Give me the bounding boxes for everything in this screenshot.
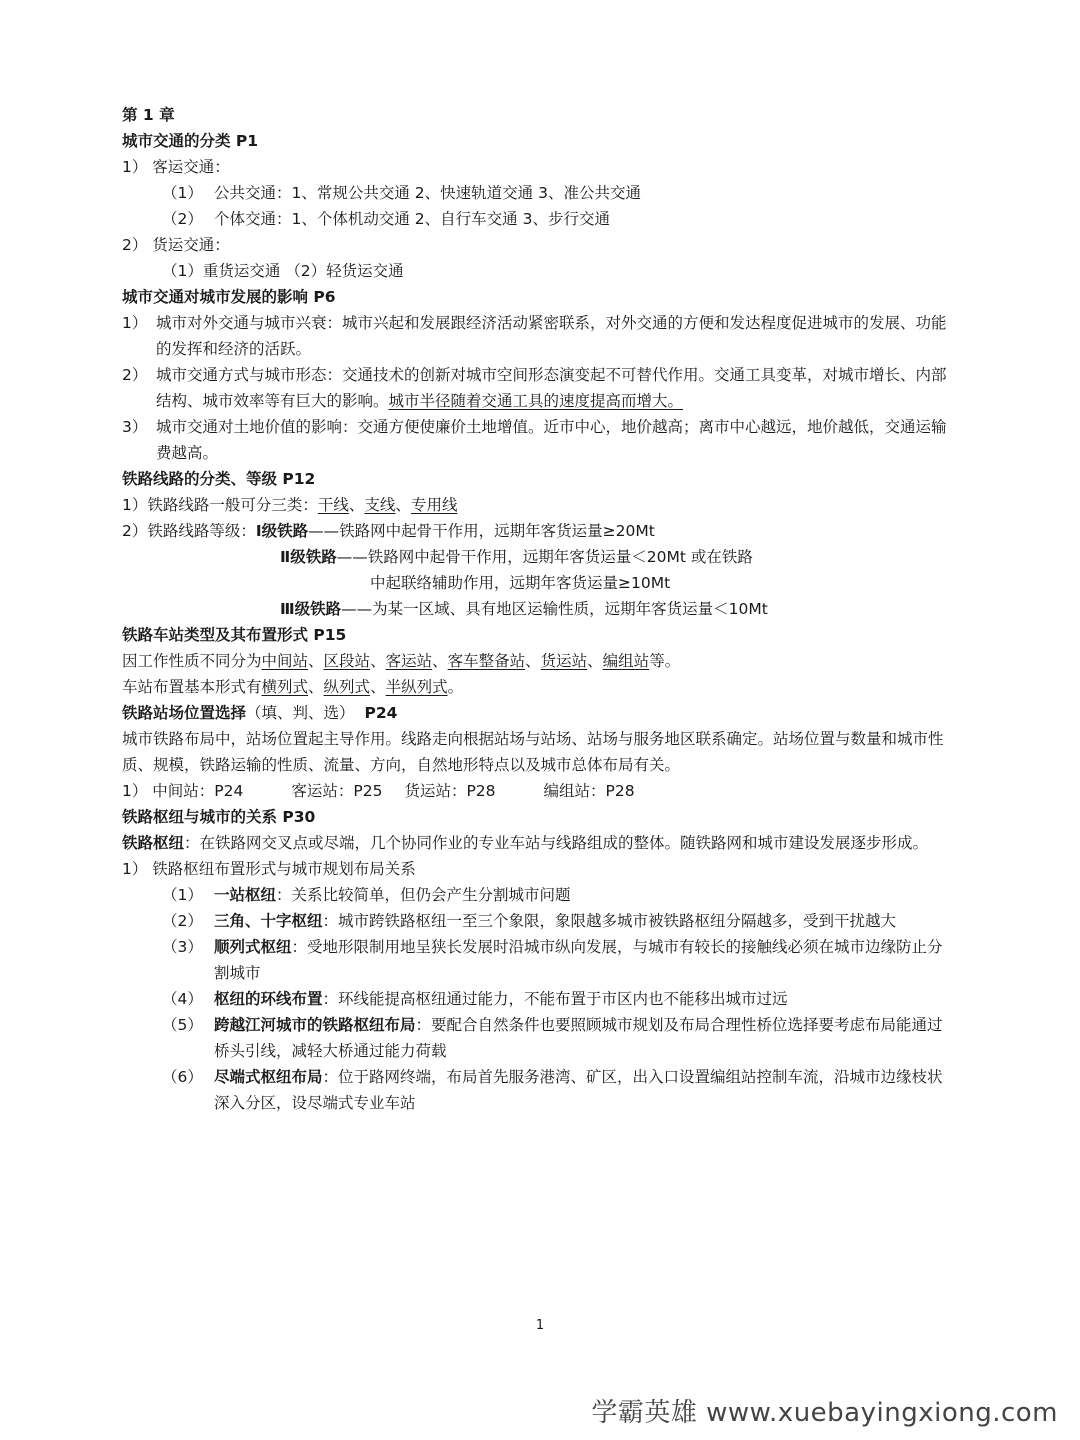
sub-list-text: [214, 1064, 952, 1116]
paragraph-line: [122, 648, 952, 674]
hub-layout-item: [122, 908, 952, 934]
paragraph-line: [122, 674, 952, 700]
hub-layout-desc: ：受地形限制用地呈狭长发展时沿城市纵向发展，与城市有较长的接触线必须在城市边缘防止分割城市: [214, 938, 943, 982]
sub-list-text: [214, 1012, 952, 1064]
sub-list-text: [214, 908, 952, 934]
hub-layout-name: 一站枢纽: [214, 886, 277, 904]
section-title: [122, 700, 952, 726]
sub-list-number: （5）: [162, 1016, 203, 1034]
section-title: 城市交通对城市发展的影响 P6: [122, 288, 336, 306]
sub-list-text: [214, 986, 952, 1012]
list-item: 1） 客运交通：: [122, 158, 230, 176]
separator: 、: [395, 496, 411, 514]
sub-list-text: [214, 882, 952, 908]
underlined-term: 纵列式: [323, 678, 371, 696]
site-watermark: 学霸英雄 www.xuebayingxiong.com: [591, 1398, 1058, 1428]
underlined-term: 客车整备站: [447, 652, 526, 670]
grade-label: Ⅰ级铁路: [255, 522, 309, 540]
list-text-main: 城市交通方式与城市形态：交通技术的创新对城市空间形态演变起不可替代作用。交通工具变革，对城市增长、内部结构、城市效率等有巨大的影响。: [156, 366, 947, 410]
underlined-term: 中间站: [261, 652, 309, 670]
sub-list-number: （6）: [162, 1068, 203, 1086]
separator: 、: [525, 652, 541, 670]
list-text: 1）铁路线路一般可分三类：: [122, 496, 318, 514]
page-content: [122, 102, 952, 1116]
grade-line: [122, 544, 952, 570]
underlined-term: 客运站: [385, 652, 433, 670]
list-item: 2） 货运交通：: [122, 236, 230, 254]
section-title: 铁路线路的分类、等级 P12: [122, 470, 316, 488]
text: 车站布置基本形式有: [122, 678, 262, 696]
grade-line: [122, 518, 952, 544]
sub-list-number: （2）: [162, 210, 203, 228]
section-title: 铁路枢纽与城市的关系 P30: [122, 808, 316, 826]
list-text: 城市交通对土地价值的影响：交通方便使廉价土地增值。近市中心，地价越高；离市中心越远，地价越低，交通运输费越高。: [156, 418, 947, 462]
grade-line: [122, 596, 952, 622]
sub-list-number: （2）: [162, 912, 203, 930]
station-ref: 客运站：P25: [291, 782, 383, 800]
underlined-term: 货运站: [540, 652, 588, 670]
hub-layout-desc: ：关系比较简单，但仍会产生分割城市问题: [276, 886, 571, 904]
hub-layout-item: [122, 986, 952, 1012]
hub-layout-item: [122, 934, 952, 986]
underlined-text: 城市半径随着交通工具的速度提高而增大。: [388, 392, 684, 410]
section-title: 城市交通的分类 P1: [122, 132, 259, 150]
list-item: [122, 310, 952, 362]
separator: 、: [308, 678, 324, 696]
underlined-term: 干线: [317, 496, 349, 514]
definition-text: ：在铁路网交叉点或尽端，几个协同作业的专业车站与线路组成的整体。随铁路网和城市建设发展逐步形成。: [184, 834, 929, 852]
underlined-term: 横列式: [261, 678, 309, 696]
hub-layout-desc: ：要配合自然条件也要照顾城市规划及布局合理性桥位选择要考虑布局能通过桥头引线，减轻大桥通过能力荷载: [214, 1016, 943, 1060]
grade-text: ——铁路网中起骨干作用，远期年客货运量≥20Mt: [308, 522, 655, 540]
hub-layout-desc: ：位于路网终端，布局首先服务港湾、矿区，出入口设置编组站控制车流，沿城市边缘枝状深入分区，设尽端式专业车站: [214, 1068, 943, 1112]
text: 。: [447, 678, 464, 696]
hub-layout-desc: ：城市跨铁路枢纽一至三个象限，象限越多城市被铁路枢纽分隔越多，受到干扰越大: [322, 912, 897, 930]
text: 因工作性质不同分为: [122, 652, 262, 670]
list-text: 2）铁路线路等级：: [122, 522, 256, 540]
hub-layout-name: 三角、十字枢纽: [214, 912, 323, 930]
station-ref: 编组站：P28: [543, 782, 635, 800]
chapter-heading: 第 1 章: [122, 106, 175, 124]
list-text: 城市对外交通与城市兴衰：城市兴起和发展跟经济活动紧密联系，对外交通的方便和发达程度促进城市的发展、功能的发挥和经济的活跃。: [156, 314, 947, 358]
hub-layout-item: [122, 882, 952, 908]
paragraph: 城市铁路布局中，站场位置起主导作用。线路走向根据站场与站场、站场与服务地区联系确定。站场位置与数量和城市性质、规模，铁路运输的性质、流量、方向，自然地形特点以及城市总体布局有关。: [122, 730, 944, 774]
sub-list-number: （4）: [162, 990, 203, 1008]
station-ref: 货运站：P28: [404, 782, 496, 800]
list-text: [156, 362, 952, 414]
underlined-term: 半纵列式: [385, 678, 448, 696]
separator: 、: [432, 652, 448, 670]
underlined-term: 专用线: [410, 496, 458, 514]
text: 等。: [649, 652, 681, 670]
sub-list-number: （3）: [162, 938, 203, 956]
underlined-term: 区段站: [323, 652, 371, 670]
sub-list-text: [214, 934, 952, 986]
grade-line-continued: 中起联络辅助作用，远期年客货运量≥10Mt: [370, 574, 671, 592]
grade-text: ——为某一区域、具有地区运输性质，远期年客货运量＜10Mt: [341, 600, 768, 618]
separator: 、: [370, 678, 386, 696]
hub-layout-name: 尽端式枢纽布局: [214, 1068, 323, 1086]
list-item: [122, 362, 952, 414]
hub-layout-name: 跨越江河城市的铁路枢纽布局: [214, 1016, 416, 1034]
list-item: 1） 铁路枢纽布置形式与城市规划布局关系: [122, 860, 416, 878]
sub-list-text: 个体交通：1、个体机动交通 2、自行车交通 3、步行交通: [214, 210, 610, 228]
separator: 、: [370, 652, 386, 670]
separator: 、: [348, 496, 365, 514]
sub-list-number: （1）: [162, 184, 203, 202]
sub-list-item: [122, 180, 952, 206]
hub-layout-desc: ：环线能提高枢纽通过能力，不能布置于市区内也不能移出城市过远: [322, 990, 788, 1008]
section-title-main: 铁路站场位置选择: [122, 704, 247, 722]
page-number: 1: [535, 1318, 545, 1333]
hub-layout-name: 枢纽的环线布置: [214, 990, 323, 1008]
sub-list-text: 公共交通：1、常规公共交通 2、快速轨道交通 3、准公共交通: [214, 184, 641, 202]
definition-paragraph: [122, 830, 952, 856]
sub-list-item: （1）重货运交通 （2）轻货运交通: [162, 262, 404, 280]
list-item: [122, 492, 952, 518]
list-number: 1）: [122, 314, 148, 332]
sub-list-number: （1）: [162, 886, 203, 904]
station-page-refs: [122, 778, 952, 804]
separator: 、: [587, 652, 603, 670]
definition-term: 铁路枢纽: [122, 834, 185, 852]
station-ref: 1） 中间站：P24: [122, 782, 244, 800]
grade-label: Ⅱ级铁路: [280, 548, 337, 566]
grade-label: Ⅲ级铁路: [280, 600, 342, 618]
underlined-term: 支线: [364, 496, 396, 514]
list-item: [122, 414, 952, 466]
separator: 、: [308, 652, 324, 670]
hub-layout-name: 顺列式枢纽: [214, 938, 292, 956]
sub-list-item: [122, 206, 952, 232]
list-number: 2）: [122, 366, 148, 384]
section-title-note: （填、判、选）: [246, 704, 355, 722]
grade-text: ——铁路网中起骨干作用，远期年客货运量＜20Mt 或在铁路: [336, 548, 753, 566]
hub-layout-item: [122, 1012, 952, 1064]
underlined-term: 编组站: [602, 652, 650, 670]
list-number: 3）: [122, 418, 148, 436]
section-title-page: P24: [364, 704, 398, 722]
section-title: 铁路车站类型及其布置形式 P15: [122, 626, 347, 644]
hub-layout-item: [122, 1064, 952, 1116]
